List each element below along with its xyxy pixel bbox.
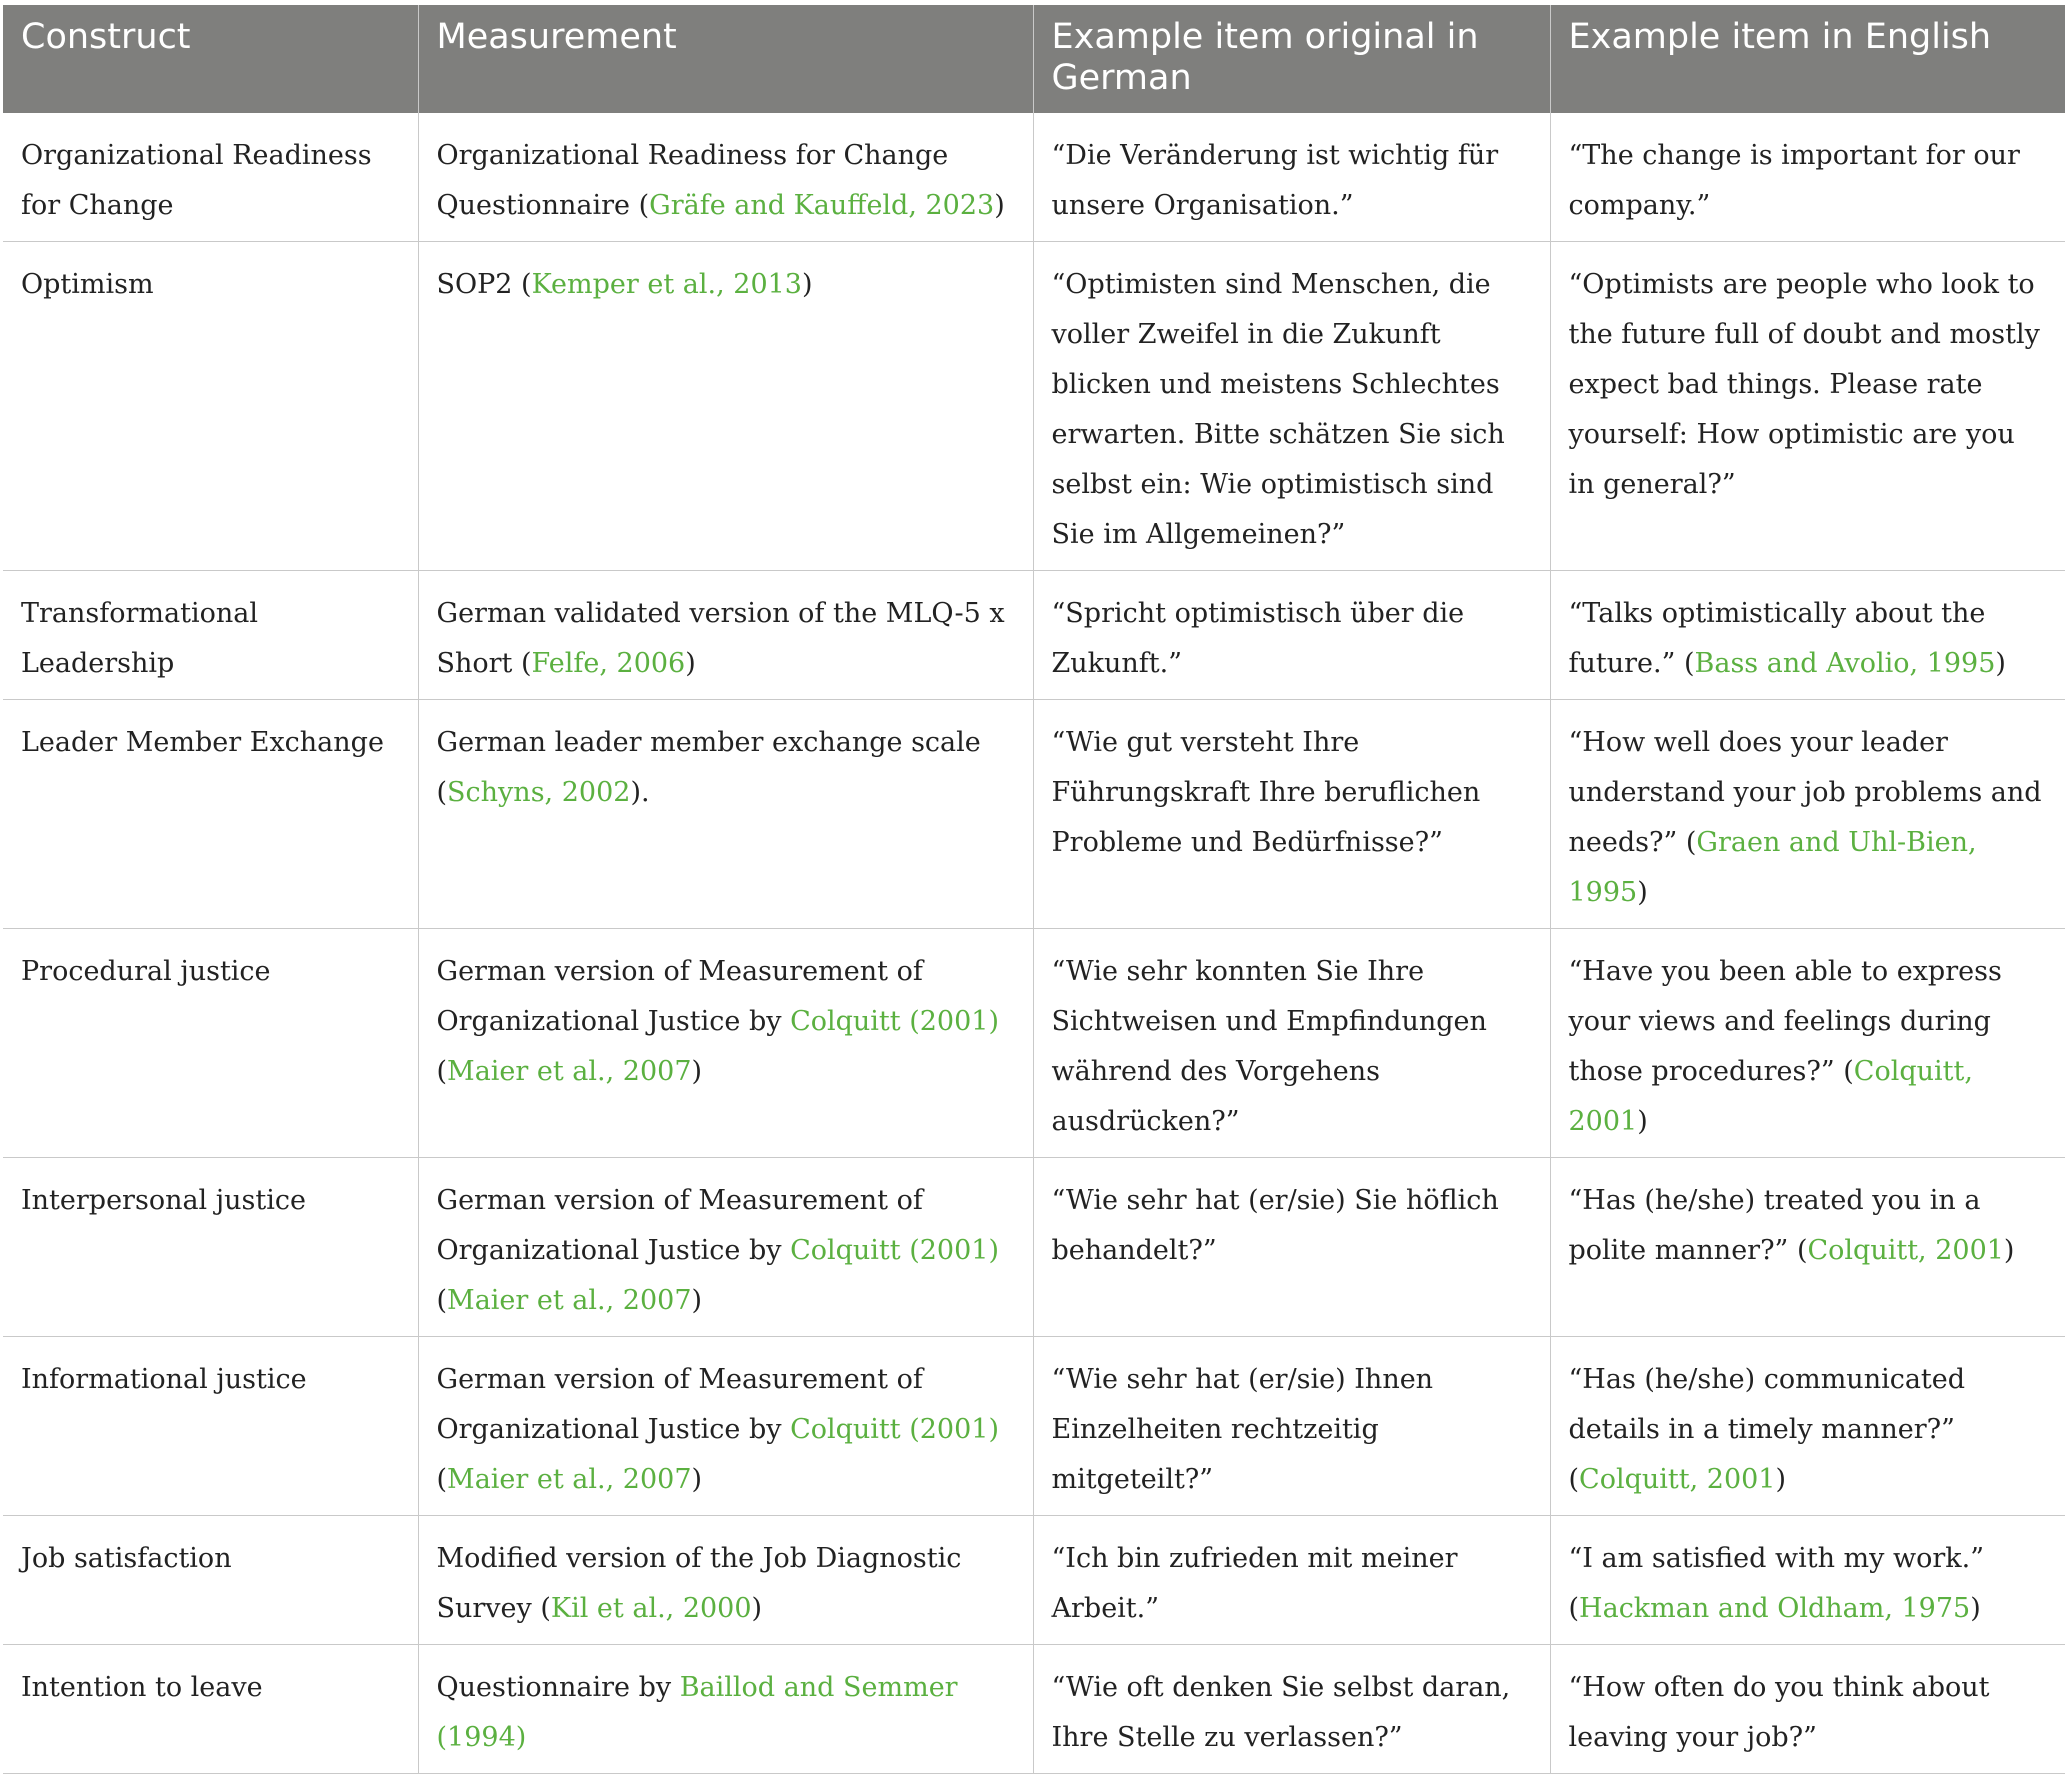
citation-link[interactable]: Gräfe and Kauffeld, 2023 <box>649 190 995 221</box>
cell-text: Organizational Readiness for Change Questionnaire ( <box>436 140 949 221</box>
english-item-cell <box>1550 242 2065 571</box>
cell-text: ) <box>801 269 813 300</box>
cell-text: “Has (he/she) communicated details in a timely manner?” ( <box>1568 1364 1966 1495</box>
german-item-cell <box>1033 113 1550 242</box>
construct-cell: Organizational Readiness for Change <box>3 113 418 242</box>
cell-text: “Ich bin zufrieden mit meiner Arbeit.” <box>1051 1543 1458 1624</box>
cell-text: ) <box>691 1464 703 1495</box>
citation-link[interactable]: Colquitt, 2001 <box>1807 1235 2004 1266</box>
table-header <box>3 5 2065 113</box>
cell-text: “Spricht optimistisch über die Zukunft.” <box>1051 598 1465 679</box>
table-row <box>3 571 2065 700</box>
german-item-cell <box>1033 1337 1550 1516</box>
citation-link[interactable]: Bass and Avolio, 1995 <box>1694 648 1996 679</box>
cell-text: “How well does your leader understand your job problems and needs?” ( <box>1568 727 2042 858</box>
cell-text: Modified version of the Job Diagnostic Survey ( <box>436 1543 962 1624</box>
measurement-cell <box>418 113 1033 242</box>
citation-link[interactable]: Colquitt, 2001 <box>1579 1464 1776 1495</box>
construct-cell: Interpersonal justice <box>3 1158 418 1337</box>
header-example-german: Example item original in German <box>1033 5 1550 113</box>
measurement-cell <box>418 1645 1033 1774</box>
citation-link[interactable]: Colquitt (2001) <box>790 1006 999 1037</box>
cell-text: Questionnaire by <box>436 1672 680 1703</box>
cell-text: ). <box>630 777 650 808</box>
table-row <box>3 242 2065 571</box>
german-item-cell <box>1033 929 1550 1158</box>
cell-text: “Die Veränderung ist wichtig für unsere Organisation.” <box>1051 140 1499 221</box>
english-item-cell <box>1550 929 2065 1158</box>
cell-text: ) <box>685 648 696 679</box>
english-item-cell <box>1550 700 2065 929</box>
cell-text: ( <box>436 1285 448 1316</box>
construct-cell: Transformational Leadership <box>3 571 418 700</box>
table-row <box>3 1645 2065 1774</box>
table-row <box>3 1516 2065 1645</box>
cell-text: German version of Measurement of Organizational Justice by <box>436 1364 923 1445</box>
citation-link[interactable]: Colquitt (2001) <box>790 1235 999 1266</box>
table-row <box>3 113 2065 242</box>
german-item-cell <box>1033 700 1550 929</box>
cell-text: ) <box>2003 1235 2015 1266</box>
cell-text: “Wie sehr hat (er/sie) Sie höflich behandelt?” <box>1051 1185 1499 1266</box>
german-item-cell <box>1033 1158 1550 1337</box>
cell-text: “I am satisfied with my work.” ( <box>1568 1543 1985 1624</box>
english-item-cell <box>1550 1645 2065 1774</box>
english-item-cell <box>1550 1516 2065 1645</box>
cell-text: “Have you been able to express your views and feelings during those procedures?” ( <box>1568 956 2002 1087</box>
cell-text: ) <box>994 190 1005 221</box>
cell-text: German leader member exchange scale ( <box>436 727 981 808</box>
table-row <box>3 1337 2065 1516</box>
cell-text: “Has (he/she) treated you in a polite manner?” ( <box>1568 1185 1981 1266</box>
citation-link[interactable]: Maier et al., 2007 <box>447 1285 692 1316</box>
header-measurement: Measurement <box>418 5 1033 113</box>
cell-text: ( <box>436 1464 448 1495</box>
citation-link[interactable]: Kemper et al., 2013 <box>531 269 802 300</box>
measurement-cell <box>418 1516 1033 1645</box>
construct-cell: Leader Member Exchange <box>3 700 418 929</box>
cell-text: “How often do you think about leaving your job?” <box>1568 1672 1990 1753</box>
header-row <box>3 5 2065 113</box>
table-row <box>3 929 2065 1158</box>
citation-link[interactable]: Baillod and Semmer (1994) <box>436 1672 958 1753</box>
construct-cell: Job satisfaction <box>3 1516 418 1645</box>
measurement-cell <box>418 700 1033 929</box>
table-body <box>3 113 2065 1774</box>
cell-text: “Optimisten sind Menschen, die voller Zweifel in die Zukunft blicken und meistens Schlechtes erwarten. Bitte schätzen Sie sich selbst ein: Wie optimistisch sind Sie im Allgemeinen?” <box>1051 269 1505 550</box>
german-item-cell <box>1033 1516 1550 1645</box>
cell-text: ) <box>1995 648 2006 679</box>
table-row <box>3 1158 2065 1337</box>
german-item-cell <box>1033 571 1550 700</box>
cell-text: “Wie sehr konnten Sie Ihre Sichtweisen und Empfindungen während des Vorgehens ausdrücken?” <box>1051 956 1487 1137</box>
construct-cell: Intention to leave <box>3 1645 418 1774</box>
cell-text: “Optimists are people who look to the future full of doubt and mostly expect bad things. Please rate yourself: How optimistic are you in general?” <box>1568 269 2040 500</box>
measurement-cell <box>418 1337 1033 1516</box>
citation-link[interactable]: Kil et al., 2000 <box>550 1593 752 1624</box>
cell-text: “The change is important for our company.” <box>1568 140 2020 221</box>
english-item-cell <box>1550 1158 2065 1337</box>
citation-link[interactable]: Hackman and Oldham, 1975 <box>1579 1593 1971 1624</box>
cell-text: “Talks optimistically about the future.” ( <box>1568 598 1986 679</box>
citation-link[interactable]: Graen and Uhl-Bien, 1995 <box>1568 827 1977 908</box>
measurement-cell <box>418 571 1033 700</box>
cell-text: ) <box>1775 1464 1787 1495</box>
german-item-cell <box>1033 1645 1550 1774</box>
construct-cell: Procedural justice <box>3 929 418 1158</box>
measurement-cell <box>418 929 1033 1158</box>
cell-text: “Wie sehr hat (er/sie) Ihnen Einzelheiten rechtzeitig mitgeteilt?” <box>1051 1364 1434 1495</box>
english-item-cell <box>1550 113 2065 242</box>
citation-link[interactable]: Maier et al., 2007 <box>447 1056 692 1087</box>
citation-link[interactable]: Schyns, 2002 <box>447 777 631 808</box>
cell-text: German version of Measurement of Organizational Justice by <box>436 1185 923 1266</box>
cell-text: “Wie gut versteht Ihre Führungskraft Ihre beruflichen Probleme und Bedürfnisse?” <box>1051 727 1481 858</box>
citation-link[interactable]: Colquitt (2001) <box>790 1414 999 1445</box>
cell-text: ( <box>436 1056 448 1087</box>
table-row <box>3 700 2065 929</box>
cell-text: German version of Measurement of Organizational Justice by <box>436 956 923 1037</box>
cell-text: “Wie oft denken Sie selbst daran, Ihre Stelle zu verlassen?” <box>1051 1672 1511 1753</box>
cell-text: ) <box>691 1056 703 1087</box>
english-item-cell <box>1550 1337 2065 1516</box>
measures-table <box>3 5 2065 1774</box>
cell-text: ) <box>1637 1106 1648 1137</box>
measurement-cell <box>418 1158 1033 1337</box>
construct-cell: Informational justice <box>3 1337 418 1516</box>
citation-link[interactable]: Colquitt, 2001 <box>1568 1056 1973 1137</box>
cell-text: ) <box>751 1593 763 1624</box>
cell-text: German validated version of the MLQ-5 x Short ( <box>436 598 1005 679</box>
header-example-english: Example item in English <box>1550 5 2065 113</box>
cell-text: ) <box>1970 1593 1981 1624</box>
construct-cell: Optimism <box>3 242 418 571</box>
cell-text: SOP2 ( <box>436 269 532 300</box>
english-item-cell <box>1550 571 2065 700</box>
german-item-cell <box>1033 242 1550 571</box>
cell-text: ) <box>691 1285 703 1316</box>
cell-text: ) <box>1637 877 1648 908</box>
citation-link[interactable]: Maier et al., 2007 <box>447 1464 692 1495</box>
citation-link[interactable]: Felfe, 2006 <box>531 648 686 679</box>
measurement-cell <box>418 242 1033 571</box>
header-construct: Construct <box>3 5 418 113</box>
